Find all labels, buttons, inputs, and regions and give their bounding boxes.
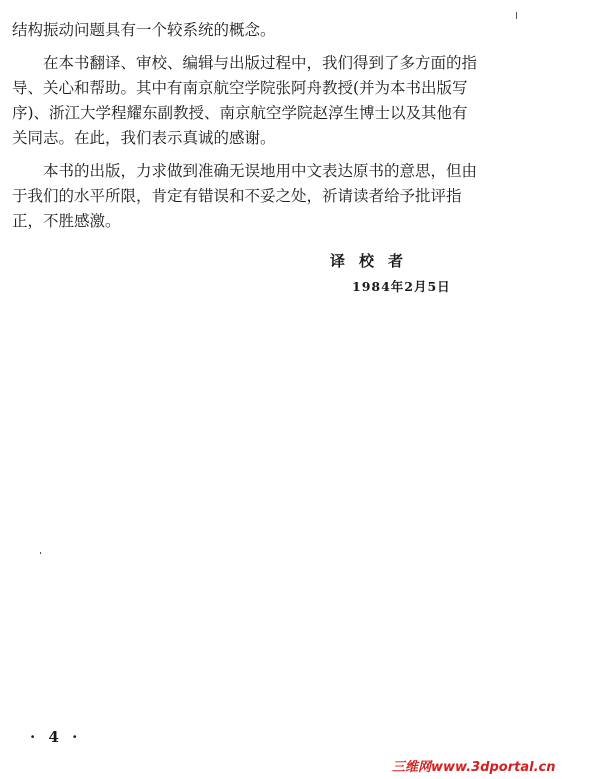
paragraph-acknowledgements: 在本书翻译、审校、编辑与出版过程中，我们得到了多方面的指导、关心和帮助。其中有南京航空学院张阿舟教授(并为本书出版写序)、浙江大学程耀东副教授、南京航空学院赵淳生博士以及其他有关同志。在此，我们表示真诚的感谢。 — [12, 54, 478, 147]
signature-name: 译校者 — [330, 252, 418, 270]
page-number: · 4 · — [30, 728, 82, 746]
signature-block — [330, 250, 530, 295]
scan-speck — [516, 12, 517, 19]
paragraph-continuation: 结构振动问题具有一个较系统的概念。 — [12, 21, 276, 39]
body-text — [12, 18, 482, 242]
signature-date: 1984年2月5日 — [352, 279, 451, 294]
watermark-logo: 三维网www.3dportal.cn — [392, 760, 556, 775]
paragraph-disclaimer: 本书的出版，力求做到准确无误地用中文表达原书的意思，但由于我们的水平所限，肯定有错误和不妥之处，祈请读者给予批评指正，不胜感激。 — [12, 162, 478, 230]
scan-speck — [40, 552, 41, 554]
